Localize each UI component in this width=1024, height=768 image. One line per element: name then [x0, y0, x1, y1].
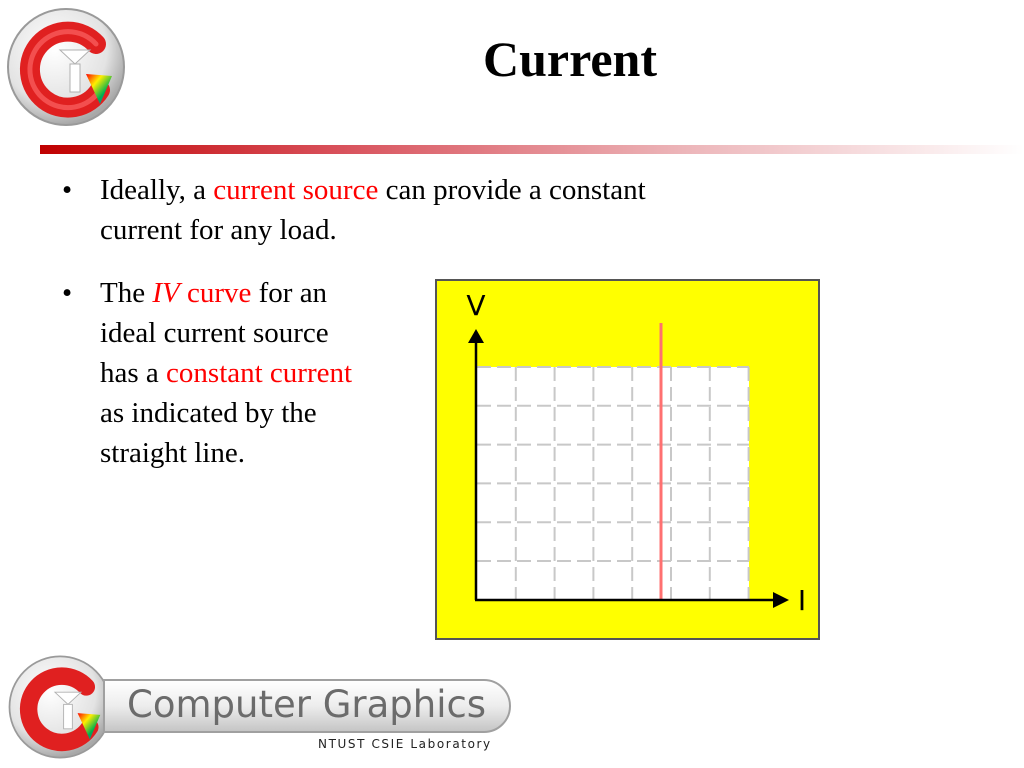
footer-subtitle: NTUST CSIE Laboratory [318, 737, 492, 751]
bullet-1-text-post: can provide a constant [378, 174, 646, 206]
v-axis-label: V [466, 289, 486, 322]
bullet-1 [62, 170, 800, 250]
footer-title: Computer Graphics [127, 683, 487, 726]
bullet-2 [62, 273, 410, 473]
bullet-2-line-5: straight line. [100, 437, 245, 469]
bullet-dot: • [62, 277, 73, 309]
bullet-1-text-pre: Ideally, a [100, 174, 214, 206]
bullet-1-line-2: current for any load. [100, 214, 337, 246]
bullet-2-line-3 [100, 353, 410, 393]
bullet-2-has-a: has a [100, 357, 167, 389]
slide-title: Current [482, 31, 658, 87]
bullet-2-post: for an [251, 277, 328, 309]
bullet-2-line-4: as indicated by the [100, 397, 317, 429]
title-divider [40, 145, 1024, 154]
iv-curve-graph [435, 279, 820, 640]
i-axis-label: I [797, 584, 807, 617]
bullet-2-iv: IV [152, 277, 180, 309]
bullet-2-the: The [100, 277, 153, 309]
bullet-2-line-2: ideal current source [100, 317, 329, 349]
lab-logo-icon [4, 4, 130, 130]
bullet-1-line-1 [100, 170, 800, 210]
bullet-2-curve: curve [179, 277, 252, 309]
bullet-2-constant-current: constant current [166, 357, 353, 389]
bullet-dot: • [62, 174, 73, 206]
bullet-1-highlight: current source [213, 174, 379, 206]
bullet-2-line-1 [100, 273, 410, 313]
